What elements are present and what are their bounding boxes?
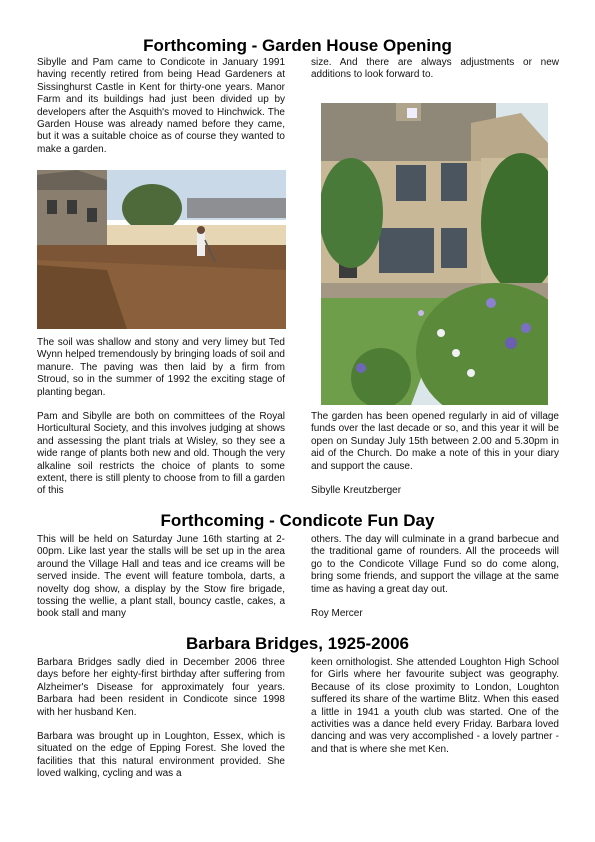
section-title-garden-house: Forthcoming - Garden House Opening: [143, 36, 452, 55]
section-title-barbara-bridges: Barbara Bridges, 1925-2006: [185, 634, 410, 653]
fun-day-left-column: [37, 534, 285, 621]
paragraph: size. And there are always adjustments or new additions to look forward to.: [311, 57, 559, 81]
barbara-left-column: [37, 657, 285, 781]
paragraph: keen ornithologist. She attended Loughton High School for Girls where her favourite subject was geography. Because of its close proximity to London, Loughton suffered its share of the wartime Blitz. When this eased a little in 1941 a youth club was started. One of the activities was a dance held every Friday. Barbara loved dancing and was very accomplished - a lovely partner - and that is where she met Ken.: [311, 657, 559, 755]
barbara-right-column: [311, 657, 559, 756]
paragraph: Barbara Bridges sadly died in December 2006 three days before her eighty-first birthday after suffering from Alzheimer's Disease for approximately four years. Barbara had been resident in Condicote since 1998 with her husband Ken.: [37, 657, 285, 718]
fun-day-right-column: [311, 534, 559, 620]
paragraph: Pam and Sibylle are both on committees of the Royal Horticultural Society, and this involves judging at shows and assessing the plant trials at Wisley, so they see a wide range of plants both new and old. Though the very alkaline soil restricts the choice of plants to some extent, there is still plenty to choose from to fill a garden of this: [37, 411, 285, 497]
section-title-fun-day: Forthcoming - Condicote Fun Day: [160, 511, 435, 530]
paragraph: Sibylle and Pam came to Condicote in January 1991 having recently retired from being Head Gardeners at Sissinghurst Castle in Kent for thirty-one years. Manor Farm and its buildings had just been divided up by developers after the Asquith's moved to Hinchwick. The Garden House was already named before they came, but it was a suitable choice as of course they wanted to make a garden.: [37, 57, 285, 155]
garden-house-left-column-top: [37, 57, 285, 156]
garden-house-right-column-bottom: [311, 411, 559, 497]
garden-house-right-column-top: [311, 57, 559, 82]
paragraph: This will be held on Saturday June 16th starting at 2-00pm. Like last year the stalls will be set up in the area around the Village Hall and teas and ice creams will be served inside. The event will feature tombola, darts, a novelty dog show, a display by the Stow fire brigade, tossing the wellie, a plant stall, bouncy castle, cakes, a book stall and many: [37, 534, 285, 620]
garden-house-photo: [321, 103, 548, 405]
garden-house-left-column-bottom: [37, 337, 285, 498]
signature: Sibylle Kreutzberger: [311, 485, 402, 497]
paragraph: The garden has been opened regularly in aid of village funds over the last decade or so, and this year it will be open on Sunday July 15th between 2.00 and 5.30pm in aid of the Church. Do make a note of this in your diary and support the cause.: [311, 411, 559, 472]
garden-digging-photo: [37, 170, 286, 329]
paragraph: Barbara was brought up in Loughton, Essex, which is situated on the edge of Epping Forest. She loved the facilities that this natural environment provided. She loved walking, cycling and was a: [37, 731, 285, 780]
paragraph: others. The day will culminate in a grand barbecue and the traditional game of rounders. All the proceeds will go to the Condicote Village Fund so do come along, bring some friends, and support the village at the same time as having a great day out.: [311, 534, 559, 595]
signature: Roy Mercer: [311, 608, 363, 620]
paragraph: The soil was shallow and stony and very limey but Ted Wynn helped tremendously by bringing loads of soil and manure. The paving was then laid by a firm from Stroud, so in the summer of 1992 the exciting stage of planting began.: [37, 337, 285, 398]
